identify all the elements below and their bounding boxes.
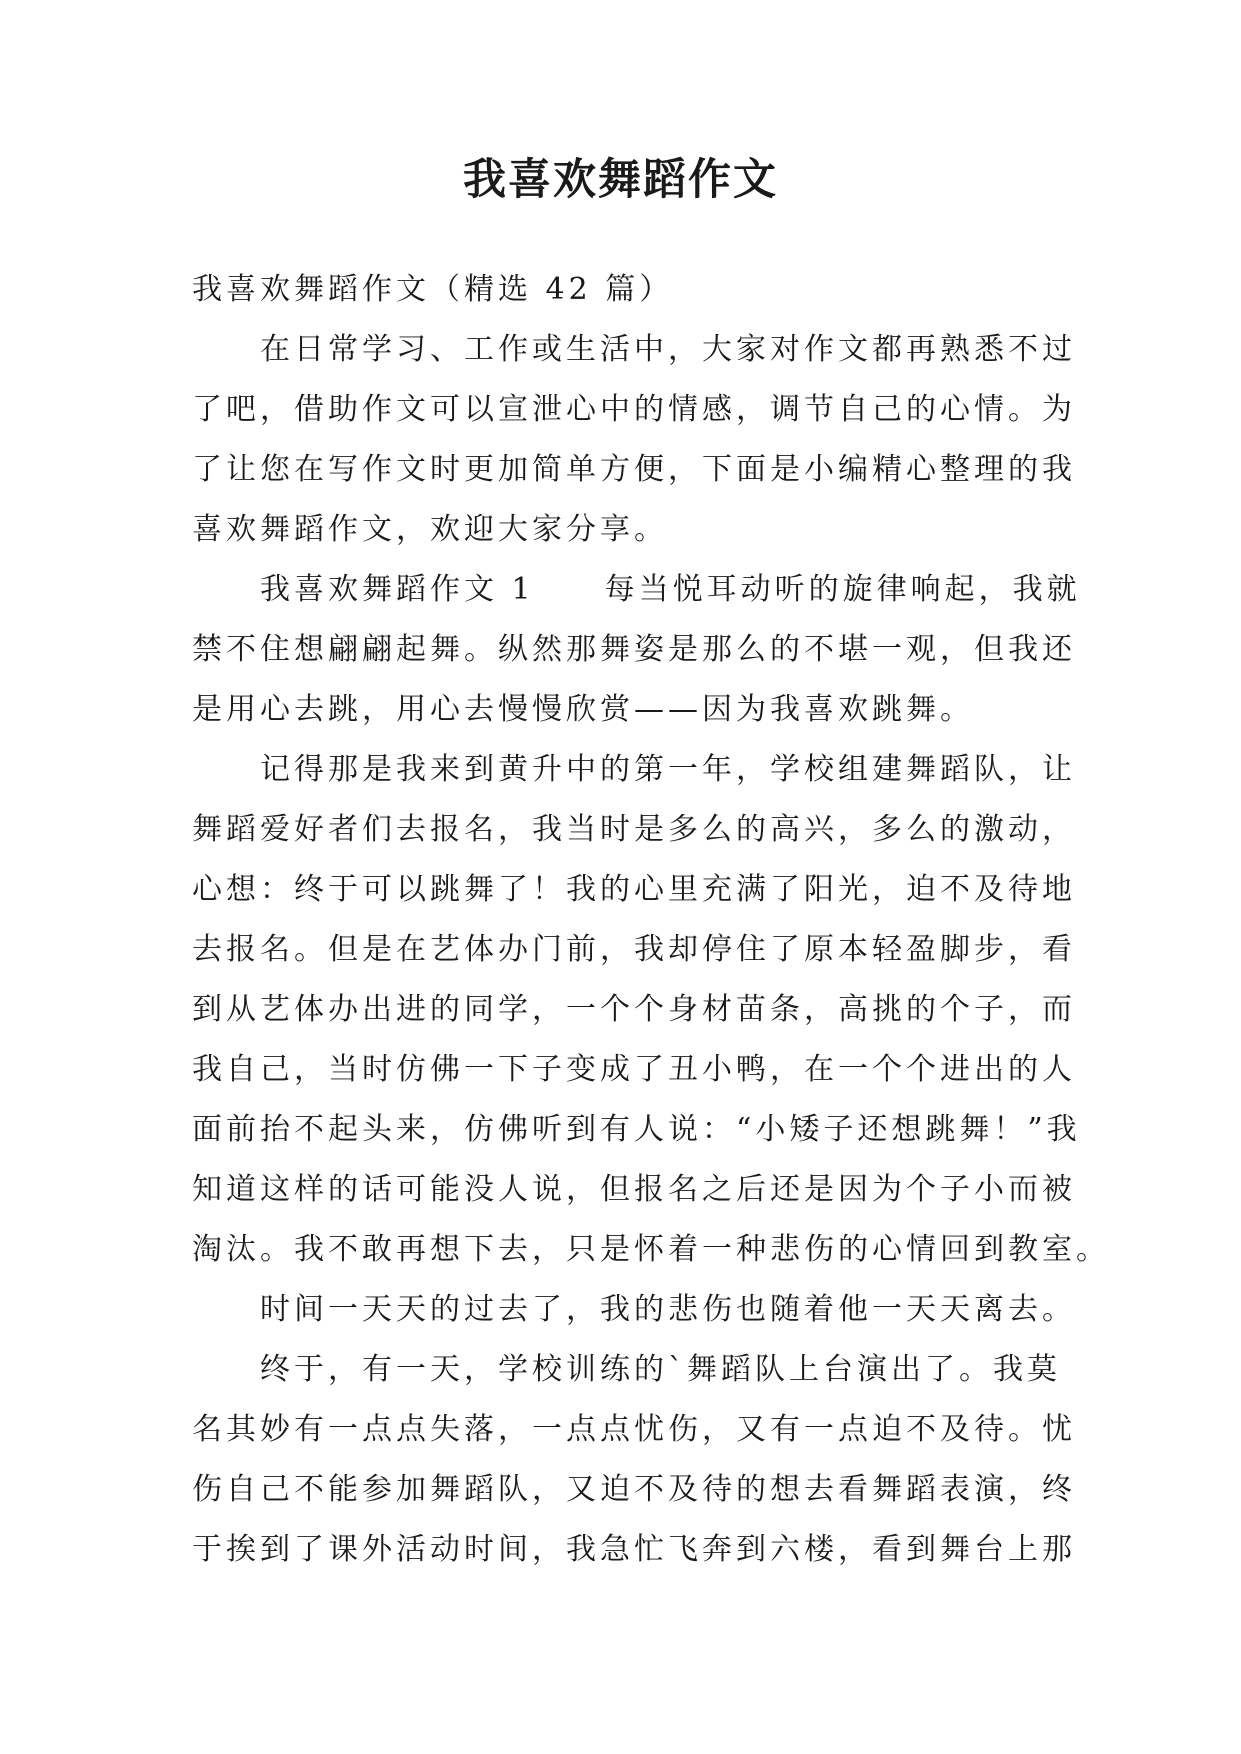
text-line: 到从艺体办出进的同学，一个个身材苗条，高挑的个子，而 [192,992,1076,1027]
text-line: 淘汰。我不敢再想下去，只是怀着一种悲伤的心情回到教室。 [192,1232,1110,1267]
text-line: 喜欢舞蹈作文，欢迎大家分享。 [192,512,668,547]
paragraph-3 [192,1280,1076,1340]
text-line: 去报名。但是在艺体办门前，我却停住了原本轻盈脚步，看 [192,932,1076,967]
paragraph-2 [192,740,1110,1280]
text-line: 在日常学习、工作或生活中，大家对作文都再熟悉不过 [260,332,1076,367]
text-line: 了让您在写作文时更加简单方便，下面是小编精心整理的我 [192,452,1076,487]
text-line: 我自己，当时仿佛一下子变成了丑小鸭，在一个个进出的人 [192,1052,1076,1087]
text-line: 伤自己不能参加舞蹈队，又迫不及待的想去看舞蹈表演，终 [192,1472,1076,1507]
essay-1-paragraph [192,560,1081,740]
text-line: 记得那是我来到黄升中的第一年，学校组建舞蹈队，让 [260,752,1076,787]
text-line: 面前抬不起头来，仿佛听到有人说：“小矮子还想跳舞！”我 [192,1112,1081,1147]
text-fragment: 每当悦耳动听的旋律响起，我就 [604,572,1081,607]
essay-heading: 我喜欢舞蹈作文 1 [260,572,535,607]
text-line: 是用心去跳，用心去慢慢欣赏——因为我喜欢跳舞。 [192,692,974,727]
text-line: 时间一天天的过去了，我的悲伤也随着他一天天离去。 [260,1292,1076,1327]
document-body [192,260,1110,1580]
paragraph-4 [192,1340,1076,1580]
intro-paragraph [192,320,1076,560]
text-line: 名其妙有一点点失落，一点点忧伤，又有一点迫不及待。忧 [192,1412,1076,1447]
text-line: 于挨到了课外活动时间，我急忙飞奔到六楼，看到舞台上那 [192,1532,1076,1567]
text-line: 了吧，借助作文可以宣泄心中的情感，调节自己的心情。为 [192,392,1076,427]
text-line: 舞蹈爱好者们去报名，我当时是多么的高兴，多么的激动， [192,812,1076,847]
text-line: 终于，有一天，学校训练的`舞蹈队上台演出了。我莫 [260,1352,1061,1387]
document-subtitle: 我喜欢舞蹈作文（精选 42 篇） [192,272,674,307]
document-title: 我喜欢舞蹈作文 [463,155,778,205]
text-line [192,560,1081,620]
text-line: 心想：终于可以跳舞了！我的心里充满了阳光，迫不及待地 [192,872,1076,907]
text-line: 禁不住想翩翩起舞。纵然那舞姿是那么的不堪一观，但我还 [192,632,1076,667]
text-line: 知道这样的话可能没人说，但报名之后还是因为个子小而被 [192,1172,1076,1207]
